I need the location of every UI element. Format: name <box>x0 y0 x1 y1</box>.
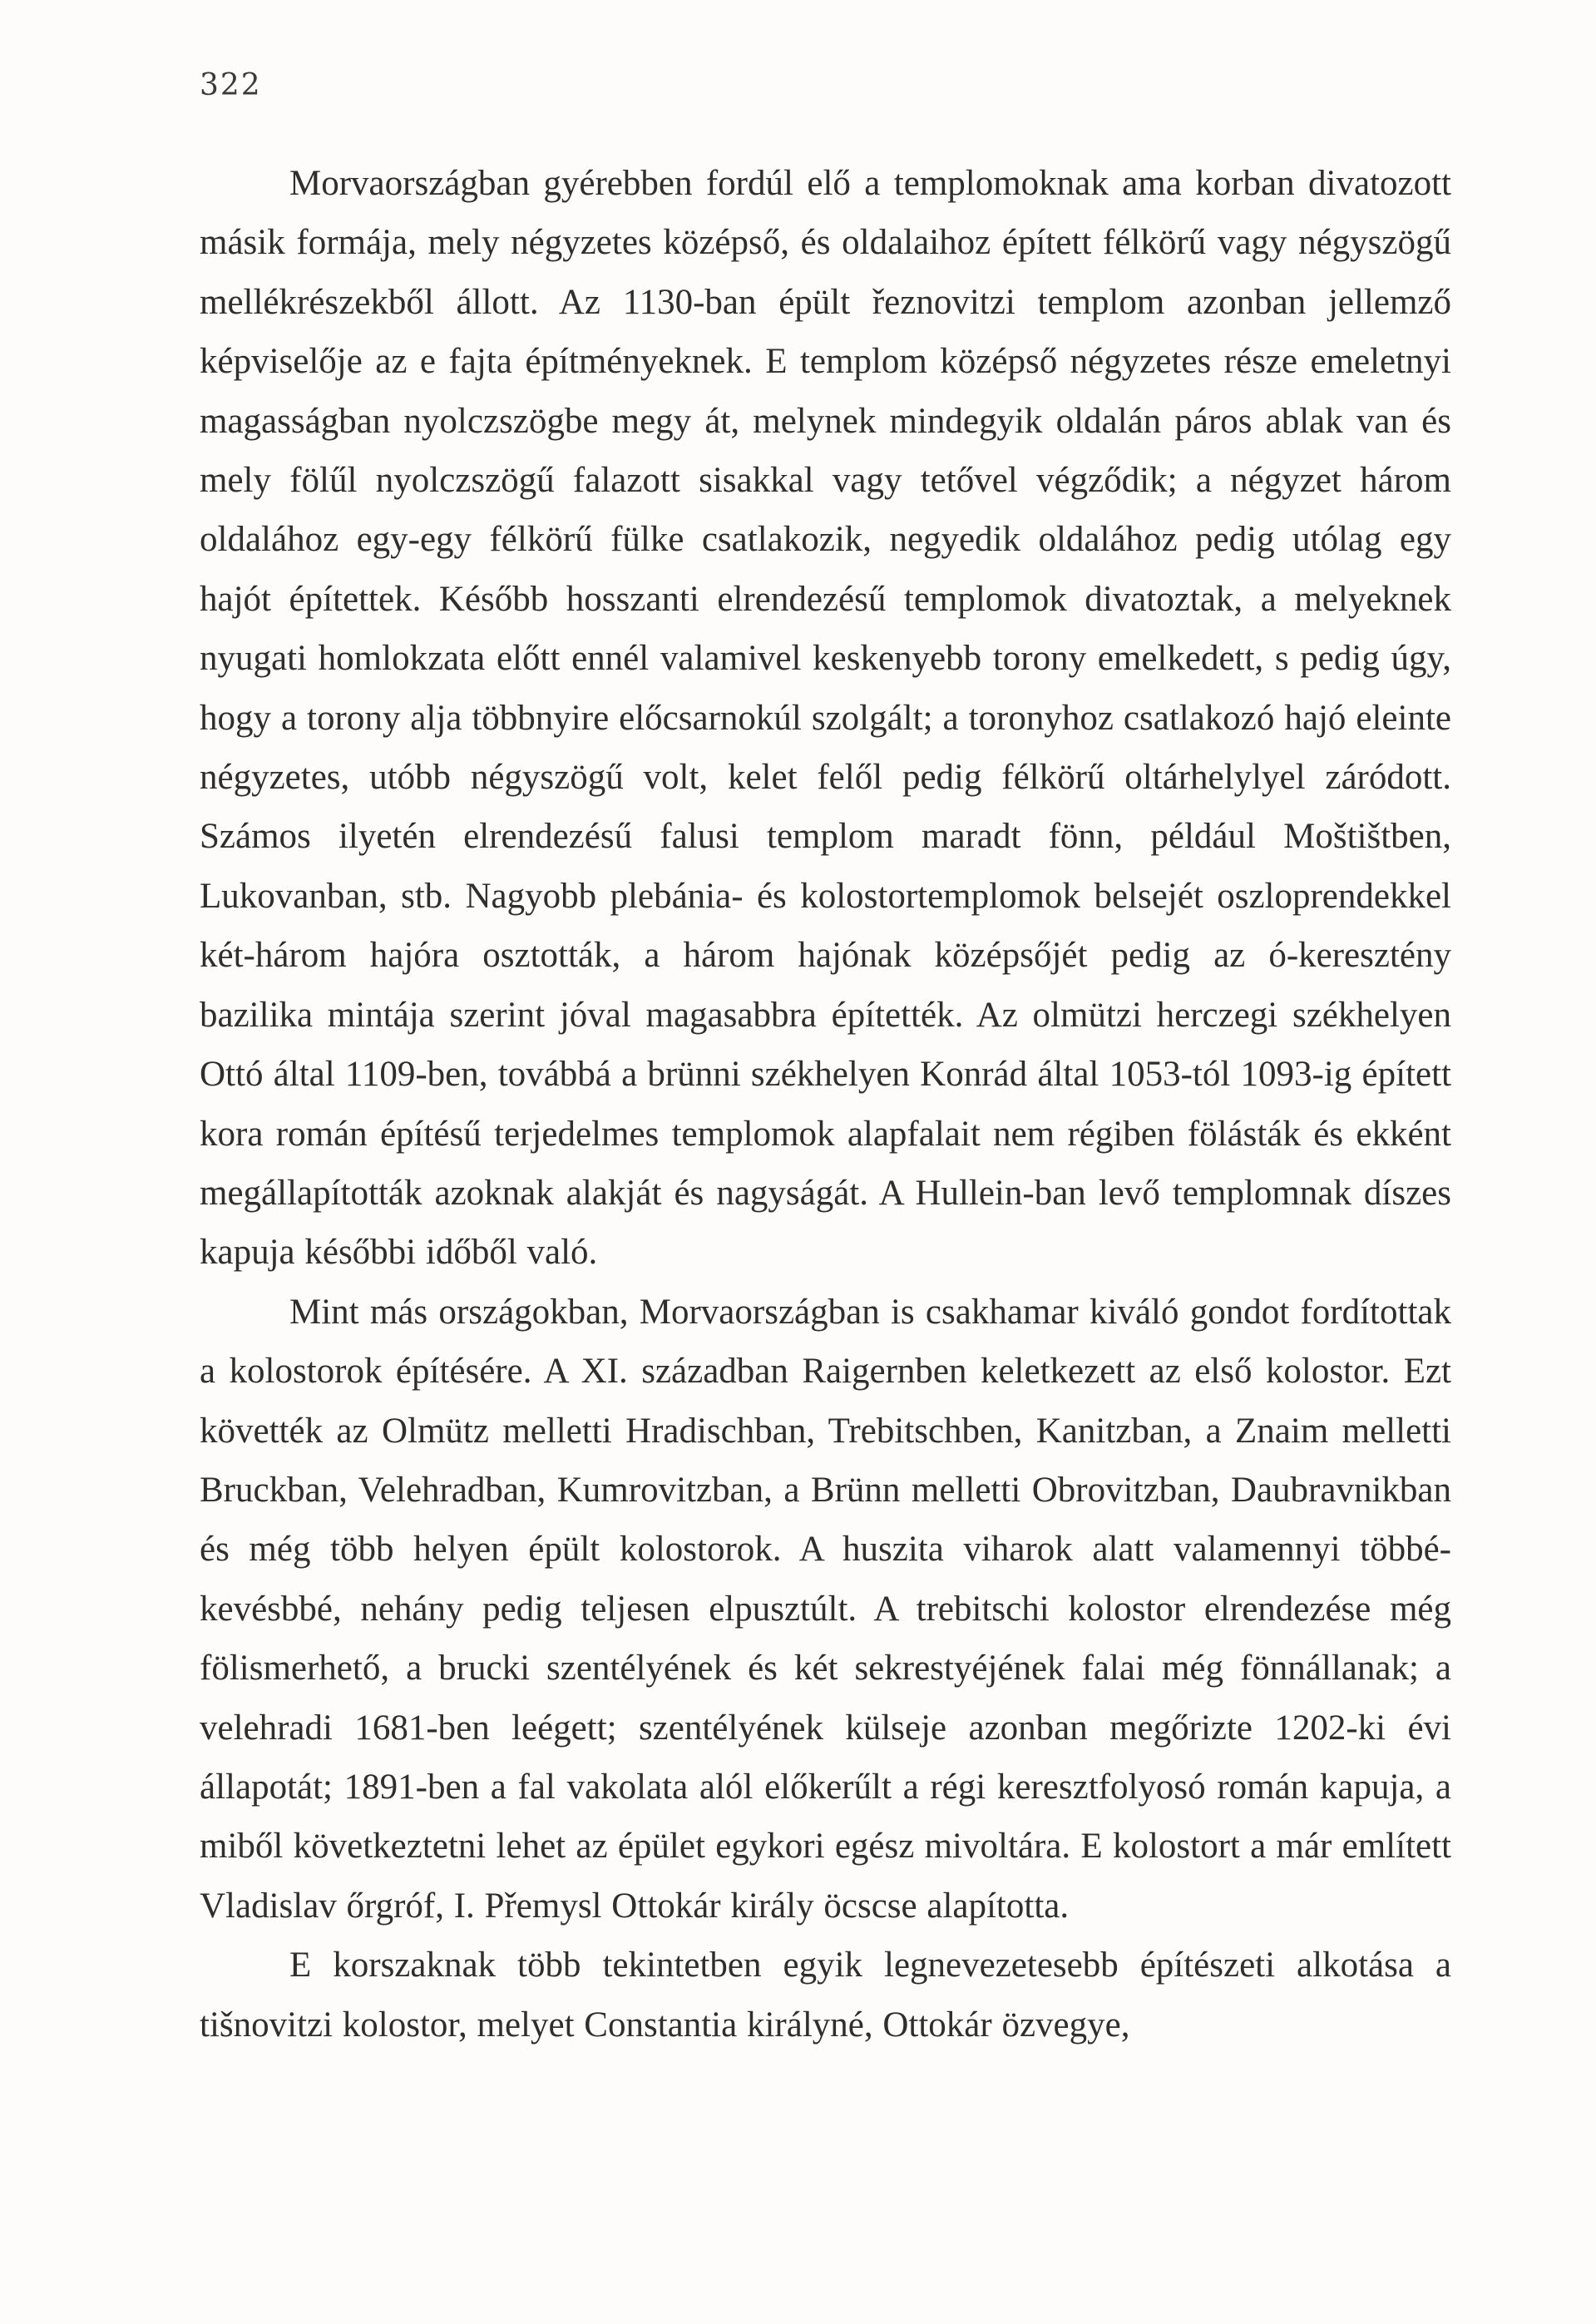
paragraph-2: Mint más országokban, Morvaországban is csakhamar kiváló gondot fordítottak a kolostorok építésére. A XI. században Raigernben keletkezett az első kolostor. Ezt követték az Olmütz melletti Hradischban, Trebitschben, Kanitzban, a Znaim melletti Bruckban, Velehradban, Kumrovitzban, a Brünn melletti Obrovitzban, Daubravnikban és még több helyen épült kolostorok. A huszita viharok alatt valamennyi többé-kevésbbé, nehány pedig teljesen elpusztúlt. A trebitschi kolostor elrendezése még fölismerhető, a brucki szentélyének és két sekrestyéjének falai még fönnállanak; a velehradi 1681-ben leégett; szentélyének külseje azonban megőrizte 1202-ki évi állapotát; 1891-ben a fal vakolata alól előkerűlt a régi keresztfolyosó román kapuja, a miből következtetni lehet az épület egykori egész mivoltára. E kolostort a már említett Vladislav őrgróf, I. Přemysl Ottokár király öcscse alapította. <box>200 1292 1451 1926</box>
paragraph-1: Morvaországban gyérebben fordúl elő a templomoknak ama korban divatozott másik formája, mely négyzetes középső, és oldalaihoz épített félkörű vagy négyszögű mellékrészekből állott. Az 1130-ban épült řeznovitzi templom azonban jellemző képviselője az e fajta építményeknek. E templom középső négyzetes része emeletnyi magasságban nyolczszögbe megy át, melynek mindegyik oldalán páros ablak van és mely fölűl nyolczszögű falazott sisakkal vagy tetővel végződik; a négyzet három oldalához egy-egy félkörű fülke csatlakozik, negyedik oldalához pedig utólag egy hajót építettek. Később hosszanti elrendezésű templomok divatoztak, a melyeknek nyugati homlokzata előtt ennél valamivel keskenyebb torony emelkedett, s pedig úgy, hogy a torony alja többnyire előcsarnokúl szolgált; a toronyhoz csatlakozó hajó eleinte négyzetes, utóbb négyszögű volt, kelet felől pedig félkörű oltárhelylyel záródott. Számos ilyetén elrendezésű falusi templom maradt fönn, például Moštištben, Lukovanban, stb. Nagyobb plebánia- és kolostortemplomok belsejét oszloprendekkel két-három hajóra osztották, a három hajónak középsőjét pedig az ó-keresztény bazilika mintája szerint jóval magasabbra építették. Az olmützi herczegi székhelyen Ottó által 1109-ben, továbbá a brünni székhelyen Konrád által 1053-tól 1093-ig épített kora román építésű terjedelmes templomok alapfalait nem régiben fölásták és ekként megállapították azoknak alakját és nagyságát. A Hullein-ban levő templomnak díszes kapuja későbbi időből való. <box>200 164 1451 1273</box>
paragraph-3: E korszaknak több tekintetben egyik legnevezetesebb építészeti alkotása a tišnovitzi kolostor, melyet Constantia királyné, Ottokár özvegye, <box>200 1946 1451 2045</box>
page-number: 322 <box>200 68 262 102</box>
body-text <box>200 154 1451 2055</box>
